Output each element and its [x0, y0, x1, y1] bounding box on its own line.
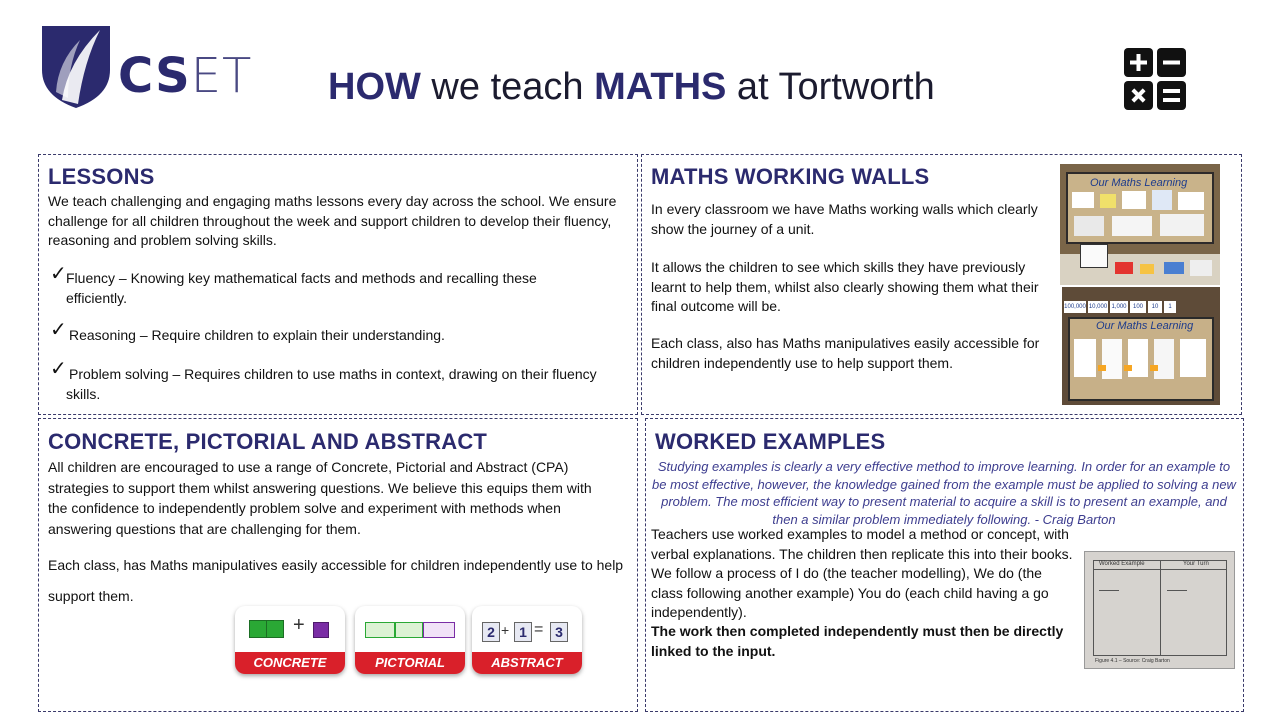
- photo-2-banner: Our Maths Learning: [1096, 320, 1194, 332]
- page-title: [328, 66, 935, 109]
- abstract-c: 3: [550, 622, 568, 642]
- title-how: HOW: [328, 66, 421, 108]
- check-icon: ✓: [50, 319, 67, 341]
- place-value-10000: 10,000: [1088, 301, 1108, 313]
- lessons-item-problem-solving: [66, 365, 634, 404]
- working-wall-photo-1: [1060, 164, 1220, 285]
- place-value-100000: 100,000: [1064, 301, 1086, 313]
- calculator-icon: [1124, 48, 1186, 110]
- concrete-card: [235, 606, 345, 674]
- title-maths: MATHS: [594, 66, 727, 108]
- lessons-item-fluency: [66, 269, 626, 308]
- cset-logo-text: [118, 48, 252, 104]
- place-value-100: 100: [1130, 301, 1146, 313]
- abstract-equals: =: [534, 621, 544, 638]
- working-wall-photo-2: [1062, 287, 1220, 405]
- check-icon: ✓: [50, 358, 67, 380]
- lessons-item-fluency-line2: efficiently.: [66, 289, 127, 306]
- worked-example-photo: [1084, 551, 1235, 669]
- concrete-label: CONCRETE: [235, 652, 345, 674]
- worked-examples-bold: The work then completed independently must then be directly linked to the input.: [651, 623, 1064, 659]
- photo-col-worked: Worked Example: [1099, 561, 1145, 567]
- cpa-para1: All children are encouraged to use a range of Concrete, Pictorial and Abstract (CPA) strategies to support them whilst answering questions. We believe this equips them with the confidence to independently problem solve and experiment with methods when answering questions that are challenging for them.: [48, 459, 592, 537]
- lessons-item-problem-line1: Problem solving – Requires children to use maths in context, drawing on their fluency: [69, 366, 597, 382]
- abstract-a: 2: [482, 622, 500, 642]
- logo-text-bold: CS: [118, 48, 191, 104]
- working-walls-para1: In every classroom we have Maths working walls which clearly show the journey of a unit.: [651, 201, 1038, 237]
- abstract-label: ABSTRACT: [472, 652, 582, 674]
- pictorial-label: PICTORIAL: [355, 652, 465, 674]
- logo-text-light: ET: [190, 48, 253, 104]
- plus-sign: +: [293, 614, 305, 636]
- lessons-heading: LESSONS: [48, 164, 155, 189]
- photo-caption: Figure 4.1 – Source: Craig Barton: [1095, 658, 1170, 664]
- pictorial-card: [355, 606, 465, 674]
- title-suffix: at Tortworth: [726, 66, 935, 108]
- lessons-item-fluency-line1: Fluency – Knowing key mathematical facts and methods and recalling these: [66, 270, 537, 286]
- worked-examples-para: Teachers use worked examples to model a method or concept, with verbal explanations. The children then replicate this into their books. We follow a process of I do (the teacher modelling), We do (the class following another example) You do (each child having a go independently).: [651, 526, 1073, 620]
- place-value-10: 10: [1148, 301, 1162, 313]
- working-walls-para3: Each class, also has Maths manipulatives easily accessible for children independently use to help support them.: [651, 335, 1040, 371]
- photo-1-banner: Our Maths Learning: [1090, 177, 1188, 189]
- cpa-para2: Each class, has Maths manipulatives easily accessible for children independently use to help support them.: [48, 557, 624, 604]
- working-walls-heading: MATHS WORKING WALLS: [651, 164, 930, 189]
- lessons-item-problem-line2: skills.: [66, 385, 101, 402]
- lessons-item-reasoning: Reasoning – Require children to explain their understanding.: [69, 327, 445, 343]
- craig-barton-quote: Studying examples is clearly a very effective method to improve learning. In order for an example to be most effective, however, the knowledge gained from the example must be applied to solving a new problem. The most efficient way to present material to acquire a skill is to present an example, and then a similar problem immediately following. - Craig Barton: [652, 459, 1236, 527]
- abstract-card: [472, 606, 582, 674]
- lessons-intro: We teach challenging and engaging maths lessons every day across the school. We ensure challenge for all children throughout the week and support children to develop their fluency, reasoning and problem solving skills.: [48, 193, 617, 248]
- worked-examples-heading: WORKED EXAMPLES: [655, 429, 886, 454]
- photo-col-your-turn: Your Turn: [1183, 561, 1209, 567]
- cpa-heading: CONCRETE, PICTORIAL AND ABSTRACT: [48, 429, 488, 454]
- title-mid: we teach: [420, 66, 595, 108]
- place-value-1000: 1,000: [1110, 301, 1128, 313]
- abstract-plus: +: [501, 622, 510, 638]
- abstract-b: 1: [514, 622, 532, 642]
- place-value-1: 1: [1164, 301, 1176, 313]
- check-icon: ✓: [50, 263, 67, 285]
- working-walls-para2: It allows the children to see which skills they have previously learnt to help them, whilst also clearly showing them what their final outcome will be.: [651, 259, 1039, 314]
